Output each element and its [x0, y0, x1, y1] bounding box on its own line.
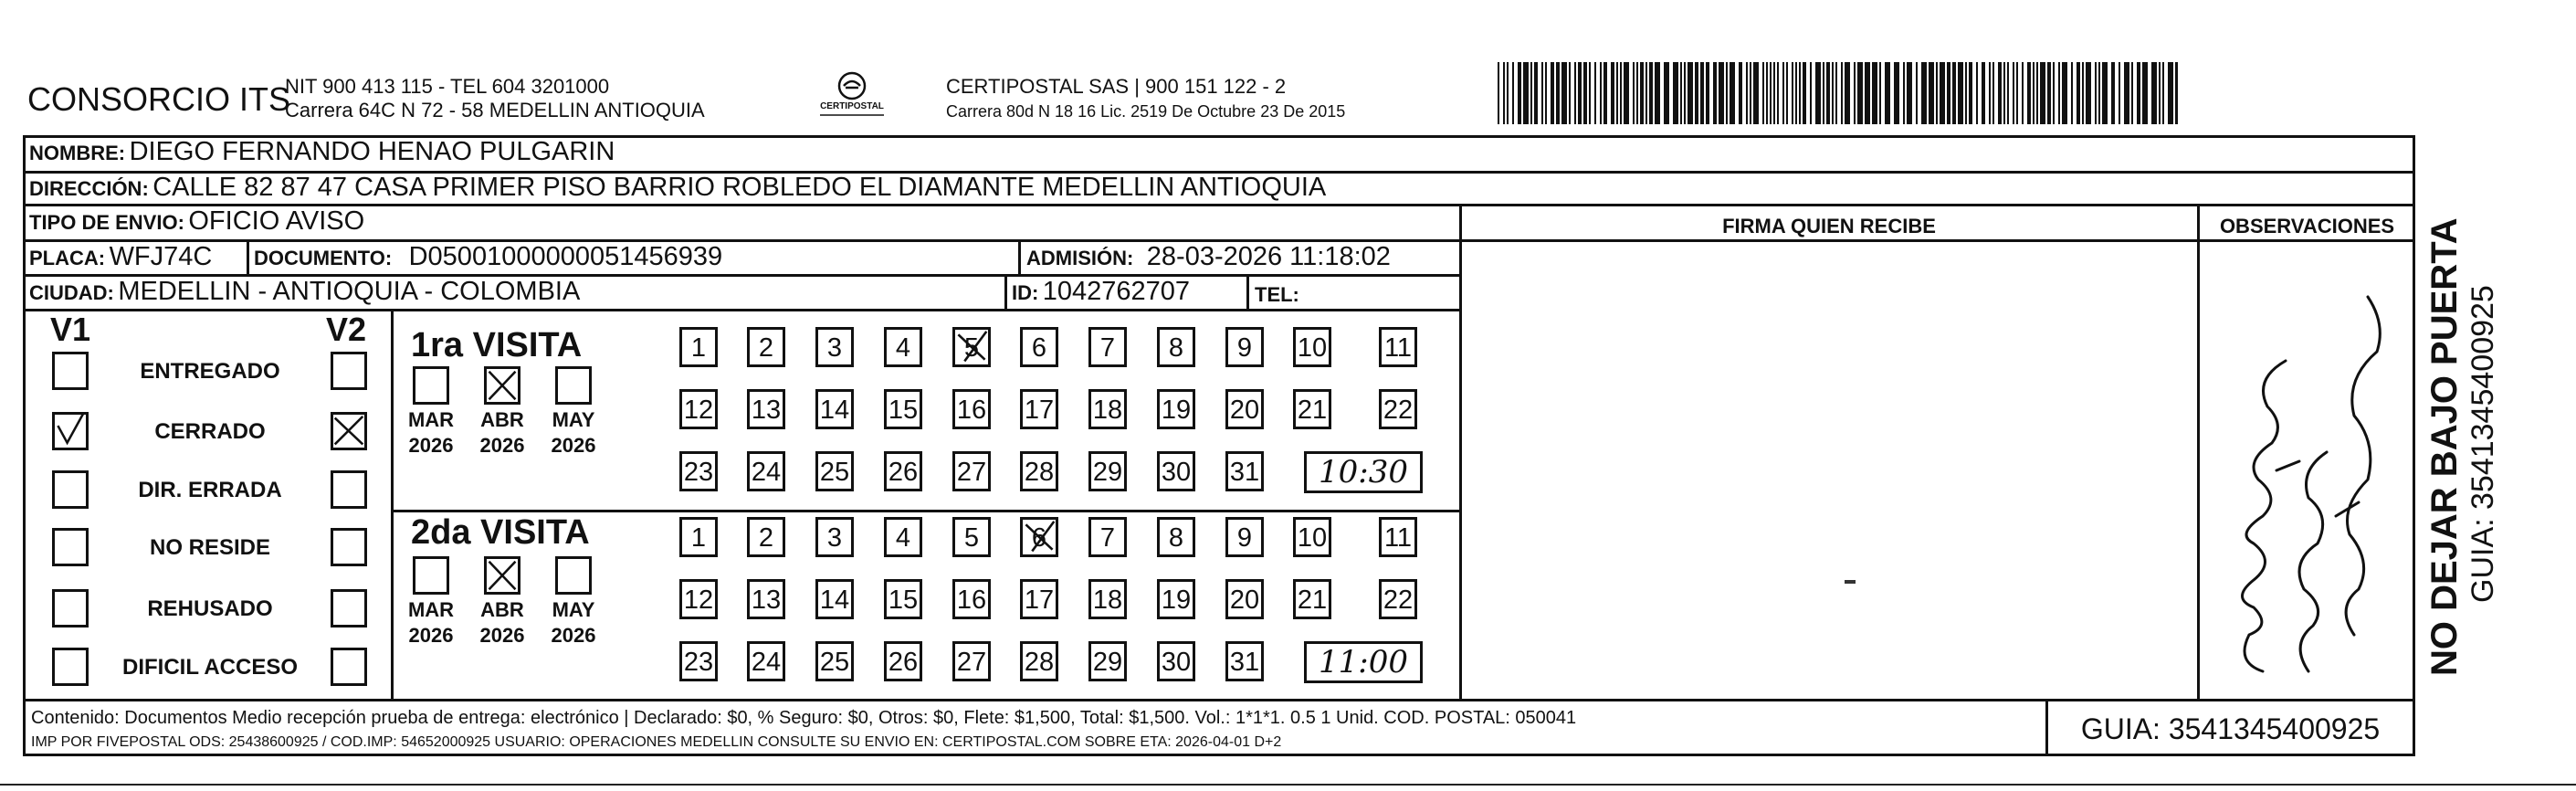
v2-checkbox[interactable] — [331, 470, 367, 509]
day-number: 20 — [1229, 585, 1260, 615]
day-number: 4 — [895, 333, 911, 363]
tipo-value: OFICIO AVISO — [188, 206, 365, 236]
visit2-day-cell[interactable] — [1088, 641, 1127, 681]
day-number: 13 — [751, 396, 782, 425]
admision-row — [1026, 242, 1391, 272]
visit1-month-label — [470, 407, 534, 459]
scan-edge-line — [0, 784, 2576, 786]
day-number: 28 — [1024, 458, 1055, 487]
day-number: 1 — [690, 333, 707, 363]
day-number: 6 — [1031, 523, 1047, 553]
visit2-day-cell[interactable] — [1293, 579, 1331, 619]
visit2-day-cell[interactable] — [815, 517, 854, 557]
day-number: 5 — [963, 523, 980, 553]
visit2-month-label — [541, 597, 605, 649]
day-number: 17 — [1024, 396, 1055, 425]
day-number: 24 — [751, 648, 782, 677]
visit1-day-cell[interactable] — [952, 389, 991, 429]
v1-checkbox[interactable] — [52, 470, 89, 509]
v2-checkbox[interactable] — [331, 412, 367, 450]
visit2-day-cell[interactable] — [815, 579, 854, 619]
visit1-day-cell[interactable] — [1020, 327, 1058, 367]
visit2-day-cell[interactable] — [1157, 517, 1195, 557]
certipostal-line-2: Carrera 80d N 18 16 Lic. 2519 De Octubre 23 De 2015 — [946, 102, 1346, 121]
day-number: 26 — [888, 458, 919, 487]
visit2-day-cell[interactable] — [815, 641, 854, 681]
documento-row — [254, 242, 722, 272]
month-year: 2026 — [479, 624, 525, 647]
direccion-value: CALLE 82 87 47 CASA PRIMER PISO BARRIO ROBLEDO EL DIAMANTE MEDELLIN ANTIOQUIA — [152, 173, 1327, 202]
v2-checkbox[interactable] — [331, 352, 367, 390]
visit2-day-cell[interactable] — [747, 579, 785, 619]
day-number: 27 — [956, 648, 987, 677]
visit2-day-cell[interactable] — [952, 641, 991, 681]
certipostal-logo-icon — [811, 69, 893, 121]
id-row — [1012, 277, 1190, 307]
documento-label: DOCUMENTO: — [254, 247, 393, 269]
day-number: 2 — [758, 333, 774, 363]
day-number: 5 — [963, 333, 980, 363]
visit2-day-cell[interactable] — [1157, 579, 1195, 619]
v1-label: V1 — [50, 311, 91, 348]
visit1-day-cell[interactable] — [1088, 389, 1127, 429]
logo-text: CERTIPOSTAL — [820, 101, 884, 111]
v2-label: V2 — [326, 311, 367, 348]
visit1-month-label — [541, 407, 605, 459]
visit1-day-cell[interactable] — [1293, 327, 1331, 367]
visit1-day-cell[interactable] — [1020, 389, 1058, 429]
day-number: 18 — [1092, 396, 1123, 425]
visit1-day-cell[interactable] — [952, 451, 991, 491]
visit2-day-cell[interactable] — [884, 641, 922, 681]
day-number: 10 — [1297, 333, 1328, 363]
day-number: 7 — [1099, 523, 1116, 553]
visit1-day-cell[interactable] — [1088, 451, 1127, 491]
nombre-value: DIEGO FERNANDO HENAO PULGARIN — [129, 137, 615, 166]
nit-line-1: NIT 900 413 115 - TEL 604 3201000 — [285, 75, 610, 98]
visit1-day-cell[interactable] — [1225, 389, 1264, 429]
visit2-day-cell[interactable] — [884, 579, 922, 619]
day-number: 19 — [1161, 396, 1192, 425]
visit2-day-cell[interactable] — [1088, 517, 1127, 557]
month-name: ABR — [480, 408, 524, 431]
visit1-day-cell[interactable] — [1225, 327, 1264, 367]
observaciones-handwriting — [2199, 242, 2415, 699]
visit2-month-checkbox[interactable] — [484, 556, 520, 595]
day-number: 4 — [895, 523, 911, 553]
visit2-day-cell[interactable] — [1088, 579, 1127, 619]
tipo-label: TIPO DE ENVIO: — [29, 211, 184, 234]
month-year: 2026 — [479, 434, 525, 457]
v1-checkbox[interactable] — [52, 528, 89, 566]
month-name: MAR — [407, 598, 455, 621]
visit2-day-cell[interactable] — [1379, 517, 1417, 557]
day-number: 3 — [826, 523, 843, 553]
day-number: 8 — [1168, 523, 1184, 553]
day-number: 31 — [1229, 458, 1260, 487]
certipostal-logo — [811, 69, 893, 121]
id-value: 1042762707 — [1042, 277, 1191, 306]
day-number: 9 — [1236, 523, 1253, 553]
visit2-day-cell[interactable] — [1020, 517, 1058, 557]
visit1-day-cell[interactable] — [1379, 389, 1417, 429]
day-number: 25 — [819, 648, 850, 677]
visit2-month-checkbox[interactable] — [413, 556, 449, 595]
firma-speck — [1845, 580, 1856, 584]
day-number: 12 — [683, 585, 714, 615]
visit1-day-cell[interactable] — [815, 327, 854, 367]
month-year: 2026 — [408, 624, 454, 647]
visit2-day-cell[interactable] — [1225, 517, 1264, 557]
day-number: 23 — [683, 648, 714, 677]
day-number: 13 — [751, 585, 782, 615]
day-number: 14 — [819, 396, 850, 425]
status-label: ENTREGADO — [140, 359, 280, 384]
month-year: 2026 — [551, 434, 596, 457]
visit1-day-cell[interactable] — [747, 451, 785, 491]
month-name: MAY — [552, 408, 595, 431]
footer-contenido: Contenido: Documentos Medio recepción prueba de entrega: electrónico | Declarado: $0, % Seguro: $0, Otros: $0, Flete: $1,500, Total: $1,500. Vol.: 1*1*1. 0.5 1 Unid. COD. POSTAL: 050041 — [31, 708, 1577, 728]
visit1-day-cell[interactable] — [747, 389, 785, 429]
day-number: 12 — [683, 396, 714, 425]
visit1-title: 1ra VISITA — [411, 326, 583, 364]
visit2-time-field[interactable]: 11:00 — [1304, 641, 1423, 683]
day-number: 1 — [690, 523, 707, 553]
day-number: 6 — [1031, 333, 1047, 363]
footer-guia: GUIA: 3541345400925 — [2080, 712, 2381, 745]
day-number: 16 — [956, 585, 987, 615]
day-number: 23 — [683, 458, 714, 487]
tel-label: TEL: — [1255, 283, 1299, 306]
placa-row — [29, 242, 212, 272]
day-number: 3 — [826, 333, 843, 363]
day-number: 29 — [1092, 458, 1123, 487]
v1-checkbox[interactable] — [52, 352, 89, 390]
month-name: MAY — [552, 598, 595, 621]
visit2-day-cell[interactable] — [747, 641, 785, 681]
visit1-day-cell[interactable] — [815, 389, 854, 429]
visit1-time-field[interactable]: 10:30 — [1304, 451, 1423, 493]
side-guia: GUIA: 3541345400925 — [2466, 285, 2500, 603]
visit1-day-cell[interactable] — [1157, 389, 1195, 429]
visit1-month-checkbox[interactable] — [555, 366, 592, 405]
visit2-title: 2da VISITA — [411, 513, 590, 552]
visit1-day-cell[interactable] — [884, 451, 922, 491]
day-number: 8 — [1168, 333, 1184, 363]
visit1-day-cell[interactable] — [679, 389, 718, 429]
visit2-day-cell[interactable] — [1293, 517, 1331, 557]
observaciones-header: OBSERVACIONES — [2219, 215, 2395, 237]
firma-header: FIRMA QUIEN RECIBE — [1722, 215, 1936, 237]
day-number: 11 — [1383, 523, 1413, 553]
v2-checkbox[interactable] — [331, 648, 367, 686]
v2-checkbox[interactable] — [331, 589, 367, 628]
day-number: 20 — [1229, 396, 1260, 425]
visit2-day-cell[interactable] — [1157, 641, 1195, 681]
admision-value: 28-03-2026 11:18:02 — [1146, 242, 1391, 271]
visit1-day-cell[interactable] — [884, 327, 922, 367]
side-warning: NO DEJAR BAJO PUERTA — [2424, 217, 2465, 676]
barcode — [1498, 62, 2178, 124]
day-number: 21 — [1297, 585, 1328, 615]
visit1-month-label — [399, 407, 463, 459]
visit2-day-cell[interactable] — [679, 579, 718, 619]
tel-row — [1255, 279, 1299, 309]
day-number: 29 — [1092, 648, 1123, 677]
admision-label: ADMISIÓN: — [1026, 247, 1134, 269]
day-number: 14 — [819, 585, 850, 615]
nit-line-2: Carrera 64C N 72 - 58 MEDELLIN ANTIOQUIA — [285, 99, 705, 121]
visit1-month-checkbox[interactable] — [413, 366, 449, 405]
visit1-day-cell[interactable] — [952, 327, 991, 367]
visit2-day-cell[interactable] — [679, 517, 718, 557]
day-number: 26 — [888, 648, 919, 677]
visit1-day-cell[interactable] — [1088, 327, 1127, 367]
visit1-month-checkbox[interactable] — [484, 366, 520, 405]
visit2-month-label — [470, 597, 534, 649]
day-number: 28 — [1024, 648, 1055, 677]
visit2-day-cell[interactable] — [747, 517, 785, 557]
day-number: 15 — [888, 396, 919, 425]
status-label: CERRADO — [154, 419, 266, 444]
visit1-day-cell[interactable] — [1379, 327, 1417, 367]
visit2-month-checkbox[interactable] — [555, 556, 592, 595]
v1-checkbox[interactable] — [52, 648, 89, 686]
visit2-day-cell[interactable] — [679, 641, 718, 681]
status-label: DIFICIL ACCESO — [121, 655, 298, 680]
day-number: 10 — [1297, 523, 1328, 553]
handwritten-note-icon — [2199, 242, 2415, 699]
v1-checkbox[interactable] — [52, 412, 89, 450]
visit1-day-cell[interactable] — [1157, 451, 1195, 491]
visit1-day-cell[interactable] — [1157, 327, 1195, 367]
visit1-day-cell[interactable] — [1020, 451, 1058, 491]
month-name: ABR — [480, 598, 524, 621]
ciudad-label: CIUDAD: — [29, 281, 114, 304]
day-number: 24 — [751, 458, 782, 487]
ciudad-row — [29, 277, 580, 307]
visit1-day-cell[interactable] — [679, 451, 718, 491]
month-year: 2026 — [551, 624, 596, 647]
visit2-day-cell[interactable] — [1020, 579, 1058, 619]
day-number: 21 — [1297, 396, 1328, 425]
footer-imp: IMP POR FIVEPOSTAL ODS: 25438600925 / COD.IMP: 54652000925 USUARIO: OPERACIONES MEDELLIN CONSULTE SU ENVIO EN: CERTIPOSTAL.COM SOBRE ETA: 2026-04-01 D+2 — [31, 734, 1282, 750]
day-number: 18 — [1092, 585, 1123, 615]
visit2-day-cell[interactable] — [1225, 579, 1264, 619]
day-number: 22 — [1383, 396, 1414, 425]
documento-value: D05001000000051456939 — [408, 242, 723, 271]
direccion-label: DIRECCIÓN: — [29, 177, 149, 200]
day-number: 7 — [1099, 333, 1116, 363]
month-year: 2026 — [408, 434, 454, 457]
company-name: CONSORCIO ITS — [27, 80, 291, 118]
day-number: 17 — [1024, 585, 1055, 615]
visit1-day-cell[interactable] — [679, 327, 718, 367]
direccion-row — [29, 173, 1326, 203]
visit2-day-cell[interactable] — [1225, 641, 1264, 681]
id-label: ID: — [1012, 281, 1039, 304]
v1-checkbox[interactable] — [52, 589, 89, 628]
ciudad-value: MEDELLIN - ANTIOQUIA - COLOMBIA — [118, 277, 581, 306]
day-number: 15 — [888, 585, 919, 615]
status-label: DIR. ERRADA — [138, 478, 282, 502]
day-number: 19 — [1161, 585, 1192, 615]
day-number: 11 — [1383, 333, 1413, 363]
status-label: NO RESIDE — [149, 535, 271, 560]
visit2-day-cell[interactable] — [1020, 641, 1058, 681]
day-number: 25 — [819, 458, 850, 487]
visit1-day-cell[interactable] — [815, 451, 854, 491]
status-label: REHUSADO — [147, 596, 273, 621]
visit1-day-cell[interactable] — [1293, 389, 1331, 429]
month-name: MAR — [407, 408, 455, 431]
v2-checkbox[interactable] — [331, 528, 367, 566]
visit1-day-cell[interactable] — [1225, 451, 1264, 491]
day-number: 16 — [956, 396, 987, 425]
visit2-day-cell[interactable] — [952, 517, 991, 557]
nombre-row — [29, 137, 615, 167]
day-number: 30 — [1161, 648, 1192, 677]
visit1-day-cell[interactable] — [747, 327, 785, 367]
day-number: 2 — [758, 523, 774, 553]
visit2-day-cell[interactable] — [884, 517, 922, 557]
visit2-month-label — [399, 597, 463, 649]
tipo-row — [29, 206, 364, 237]
placa-value: WFJ74C — [109, 242, 213, 271]
placa-label: PLACA: — [29, 247, 106, 269]
day-number: 27 — [956, 458, 987, 487]
visit1-day-cell[interactable] — [884, 389, 922, 429]
nombre-label: NOMBRE: — [29, 142, 126, 164]
certipostal-line-1: CERTIPOSTAL SAS | 900 151 122 - 2 — [946, 75, 1287, 98]
day-number: 9 — [1236, 333, 1253, 363]
visit2-day-cell[interactable] — [1379, 579, 1417, 619]
day-number: 22 — [1383, 585, 1414, 615]
day-number: 31 — [1229, 648, 1260, 677]
visit2-day-cell[interactable] — [952, 579, 991, 619]
day-number: 30 — [1161, 458, 1192, 487]
